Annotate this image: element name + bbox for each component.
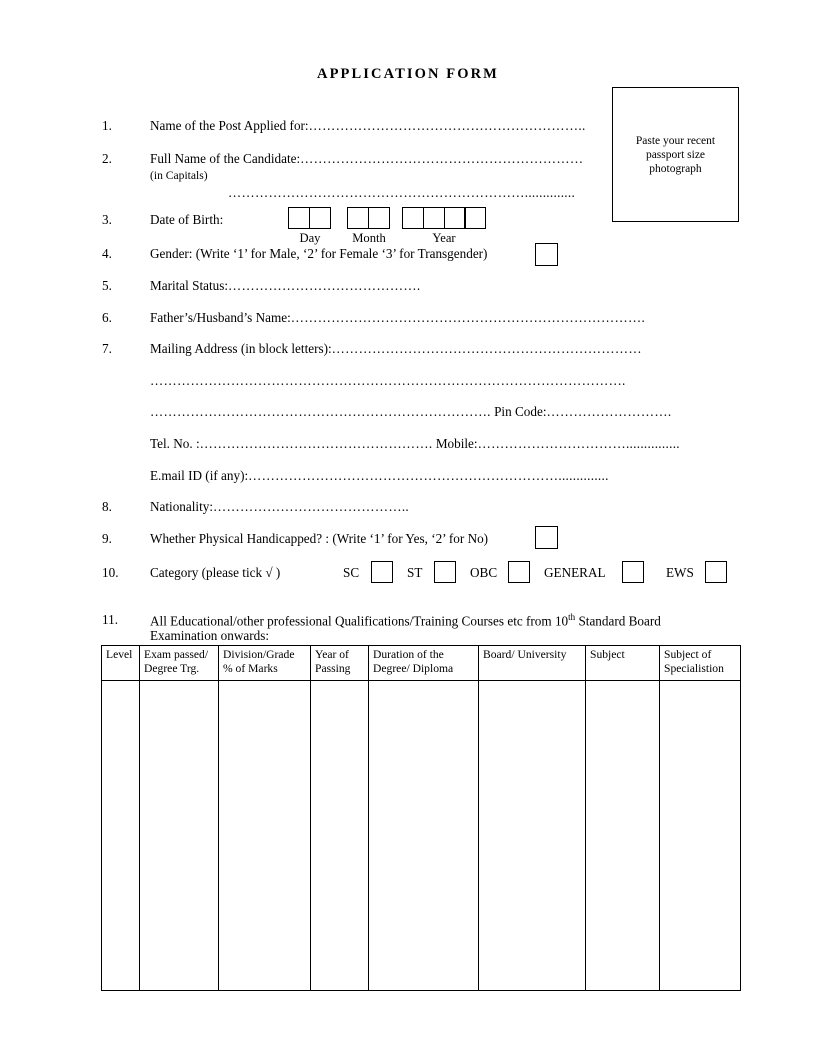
nationality-input-line[interactable]: …………………………………….. [213,499,410,514]
nationality-label [150,499,409,515]
physically-handicapped-label: Whether Physical Handicapped? : (Write ‘1’ for Yes, ‘2’ for No) [150,531,489,546]
item-number-3: 3. [102,212,112,227]
category-checkbox-obc[interactable] [508,561,530,583]
qualifications-heading-post: Standard Board [575,613,661,629]
dob-month-cell-2[interactable] [368,207,390,229]
category-checkbox-general[interactable] [622,561,644,583]
post-applied-input-line[interactable]: …………………………………………………….. [308,118,586,133]
item-number-10: 10. [102,565,119,580]
cell-duration[interactable] [369,681,479,991]
dob-month-boxes[interactable] [347,207,390,229]
category-label: Category (please tick √ ) [150,565,281,580]
category-checkbox-sc[interactable] [371,561,393,583]
dob-year-cell-2[interactable] [423,207,445,229]
full-name-label [150,151,583,167]
category-option-label-obc: OBC [470,565,498,580]
photograph-paste-box[interactable] [612,87,739,222]
category-checkbox-ews[interactable] [705,561,727,583]
full-name-input-line[interactable]: ……………………………………………………… [300,151,584,166]
mailing-address-input-line-2[interactable]: ……………………………………………………………………………………………. [150,373,626,388]
dob-year-cell-4[interactable] [464,207,486,229]
qualifications-heading-line1 [150,612,661,629]
pin-code-input-line[interactable]: ………………………. [546,404,672,419]
telephone-label: Tel. No. : [150,436,200,451]
dob-day-cell-1[interactable] [288,207,310,229]
cell-subject[interactable] [586,681,660,991]
father-husband-name-input-line[interactable]: ……………………………………………………………………. [290,310,646,325]
category-option-label-st: ST [407,565,423,580]
cell-subject-specialisation[interactable] [660,681,741,991]
table-row [102,681,741,991]
qualification-table-header-row [102,646,741,681]
email-input-line[interactable]: …………………………………………………………….............. [248,468,609,483]
page-title: APPLICATION FORM [317,66,499,82]
dob-year-caption: Year [432,231,456,245]
full-name-label-text: Full Name of the Candidate: [150,151,301,166]
category-option-label-sc: SC [343,565,360,580]
dob-year-cell-3[interactable] [444,207,466,229]
mailing-address-line3-group [150,404,671,420]
qualifications-heading-line2: Examination onwards: [150,628,270,643]
dob-year-boxes[interactable] [402,207,486,229]
column-header-board-university: Board/ University [479,646,586,681]
nationality-label-text: Nationality: [150,499,213,514]
gender-label: Gender: (Write ‘1’ for Male, ‘2’ for Female ‘3’ for Transgender) [150,246,488,261]
pin-code-label: Pin Code: [494,404,547,419]
qualifications-heading-superscript: th [568,612,576,622]
item-number-4: 4. [102,246,112,261]
marital-status-label-text: Marital Status: [150,278,229,293]
dob-day-boxes[interactable] [288,207,331,229]
qualifications-heading-pre: All Educational/other professional Qualifications/Training Courses etc from 10 [150,613,569,629]
mobile-input-line[interactable]: ……………………………............... [477,436,680,451]
cell-year-of-passing[interactable] [311,681,369,991]
marital-status-label [150,278,420,294]
photograph-instruction-line2: passport size [645,148,706,161]
gender-code-box[interactable] [535,243,558,266]
photograph-instruction-line1: Paste your recent [635,134,716,147]
column-header-level: Level [102,646,140,681]
mailing-address-label [150,341,642,357]
cell-board-university[interactable] [479,681,586,991]
cell-division-grade[interactable] [219,681,311,991]
email-group [150,468,609,484]
post-applied-label [150,118,586,134]
column-header-exam-passed: Exam passed/ Degree Trg. [140,646,219,681]
mailing-address-label-text: Mailing Address (in block letters): [150,341,332,356]
telephone-input-line[interactable]: ……………………………………………. [199,436,433,451]
mailing-address-input-line-3[interactable]: …………………………………………………………………. [150,404,491,419]
column-header-year-of-passing: Year of Passing [311,646,369,681]
category-checkbox-st[interactable] [434,561,456,583]
item-number-7: 7. [102,341,112,356]
father-husband-name-label-text: Father’s/Husband’s Name: [150,310,291,325]
mobile-label: Mobile: [435,436,478,451]
dob-month-cell-1[interactable] [347,207,369,229]
column-header-division-grade: Division/Grade % of Marks [219,646,311,681]
column-header-duration: Duration of the Degree/ Diploma [369,646,479,681]
full-name-input-line-2[interactable]: ………………………………………………………….............. [228,185,576,200]
item-number-9: 9. [102,531,112,546]
marital-status-input-line[interactable]: ……………………………………. [228,278,421,293]
item-number-6: 6. [102,310,112,325]
item-number-2: 2. [102,151,112,166]
cell-level[interactable] [102,681,140,991]
post-applied-label-text: Name of the Post Applied for: [150,118,309,133]
category-option-label-general: GENERAL [544,565,606,580]
father-husband-name-label [150,310,645,326]
item-number-8: 8. [102,499,112,514]
date-of-birth-label: Date of Birth: [150,212,224,227]
photograph-instruction [636,134,715,176]
item-number-11: 11. [102,612,118,627]
mailing-address-input-line-1[interactable]: …………………………………………………………… [331,341,642,356]
cell-exam-passed[interactable] [140,681,219,991]
column-header-subject-specialisation: Subject of Specialistion [660,646,741,681]
photograph-instruction-line3: photograph [649,162,702,175]
dob-day-caption: Day [299,231,321,245]
column-header-subject: Subject [586,646,660,681]
telephone-mobile-group [150,436,680,452]
item-number-5: 5. [102,278,112,293]
qualification-table [101,645,741,991]
dob-day-cell-2[interactable] [309,207,331,229]
physically-handicapped-code-box[interactable] [535,526,558,549]
category-option-label-ews: EWS [666,565,694,580]
dob-month-caption: Month [352,231,386,245]
item-number-1: 1. [102,118,112,133]
full-name-sub-label: (in Capitals) [150,169,208,182]
dob-year-cell-1[interactable] [402,207,424,229]
email-label: E.mail ID (if any): [150,468,249,483]
